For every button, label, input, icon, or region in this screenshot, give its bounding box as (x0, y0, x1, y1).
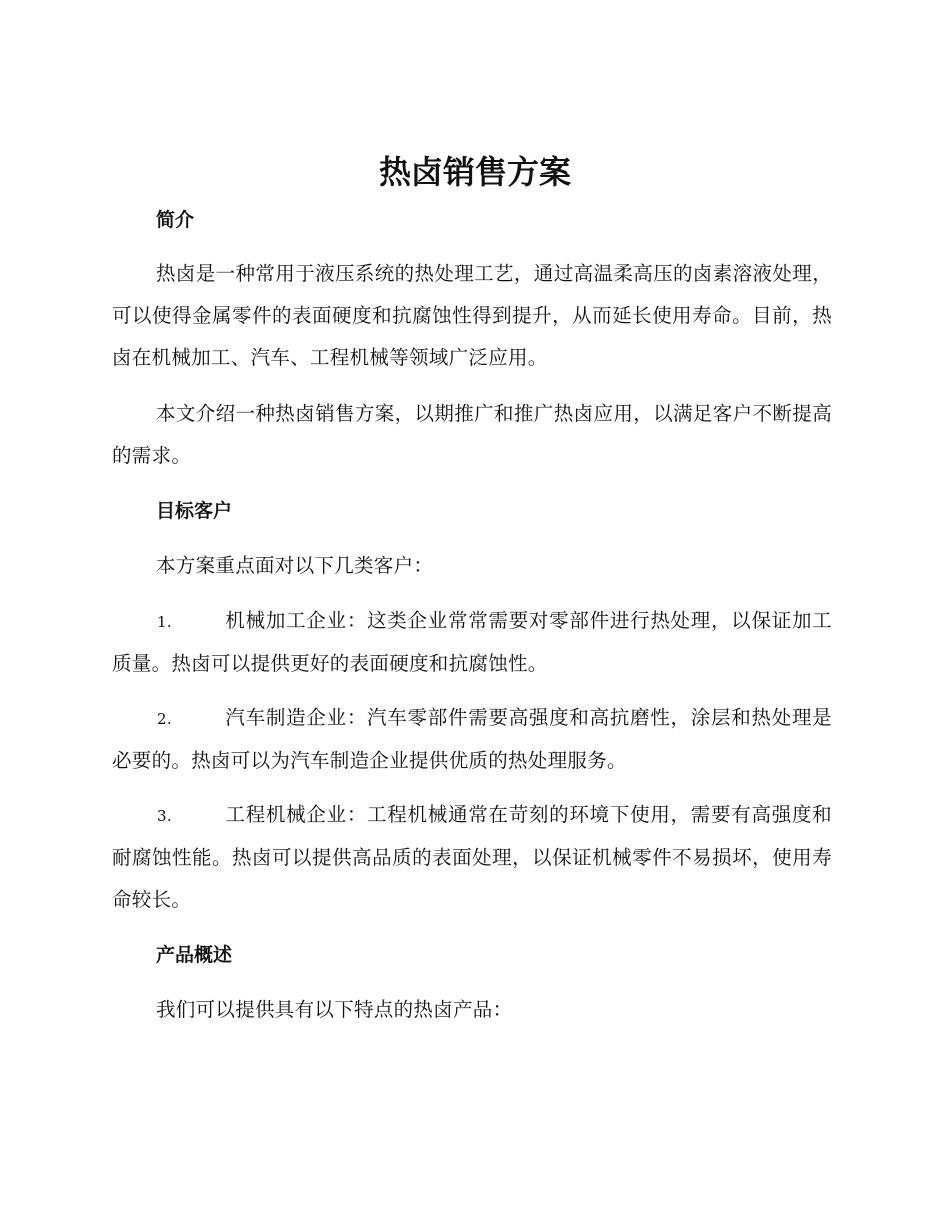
list-item-text: 工程机械企业：工程机械通常在苛刻的环境下使用，需要有高强度和耐腐蚀性能。热卤可以提供高品质的表面处理，以保证机械零件不易损坏，使用寿命较长。 (112, 803, 832, 911)
section-heading-intro: 简介 (156, 209, 195, 231)
list-item (112, 697, 832, 782)
list-number: 2. (157, 710, 172, 728)
section-heading-target-customers: 目标客户 (156, 500, 233, 522)
list-item (112, 600, 832, 685)
target-customers-intro: 本方案重点面对以下几类客户： (156, 554, 434, 577)
list-number: 1. (157, 613, 172, 631)
list-item-text: 汽车制造企业：汽车零部件需要高强度和高抗磨性，涂层和热处理是必要的。热卤可以为汽车制造企业提供优质的热处理服务。 (112, 706, 832, 772)
product-overview-intro: 我们可以提供具有以下特点的热卤产品： (156, 998, 513, 1021)
section-heading-product-overview: 产品概述 (156, 944, 233, 966)
list-item (112, 794, 832, 921)
list-item-text: 机械加工企业：这类企业常常需要对零部件进行热处理，以保证加工质量。热卤可以提供更好的表面硬度和抗腐蚀性。 (112, 609, 832, 675)
list-number: 3. (157, 807, 172, 825)
intro-paragraph-2: 本文介绍一种热卤销售方案，以期推广和推广热卤应用，以满足客户不断提高的需求。 (112, 402, 832, 467)
intro-paragraph-1: 热卤是一种常用于液压系统的热处理工艺，通过高温柔高压的卤素溶液处理，可以使得金属零件的表面硬度和抗腐蚀性得到提升，从而延长使用寿命。目前，热卤在机械加工、汽车、工程机械等领域广泛应用。 (112, 262, 832, 369)
document-title: 热卤销售方案 (378, 153, 571, 191)
